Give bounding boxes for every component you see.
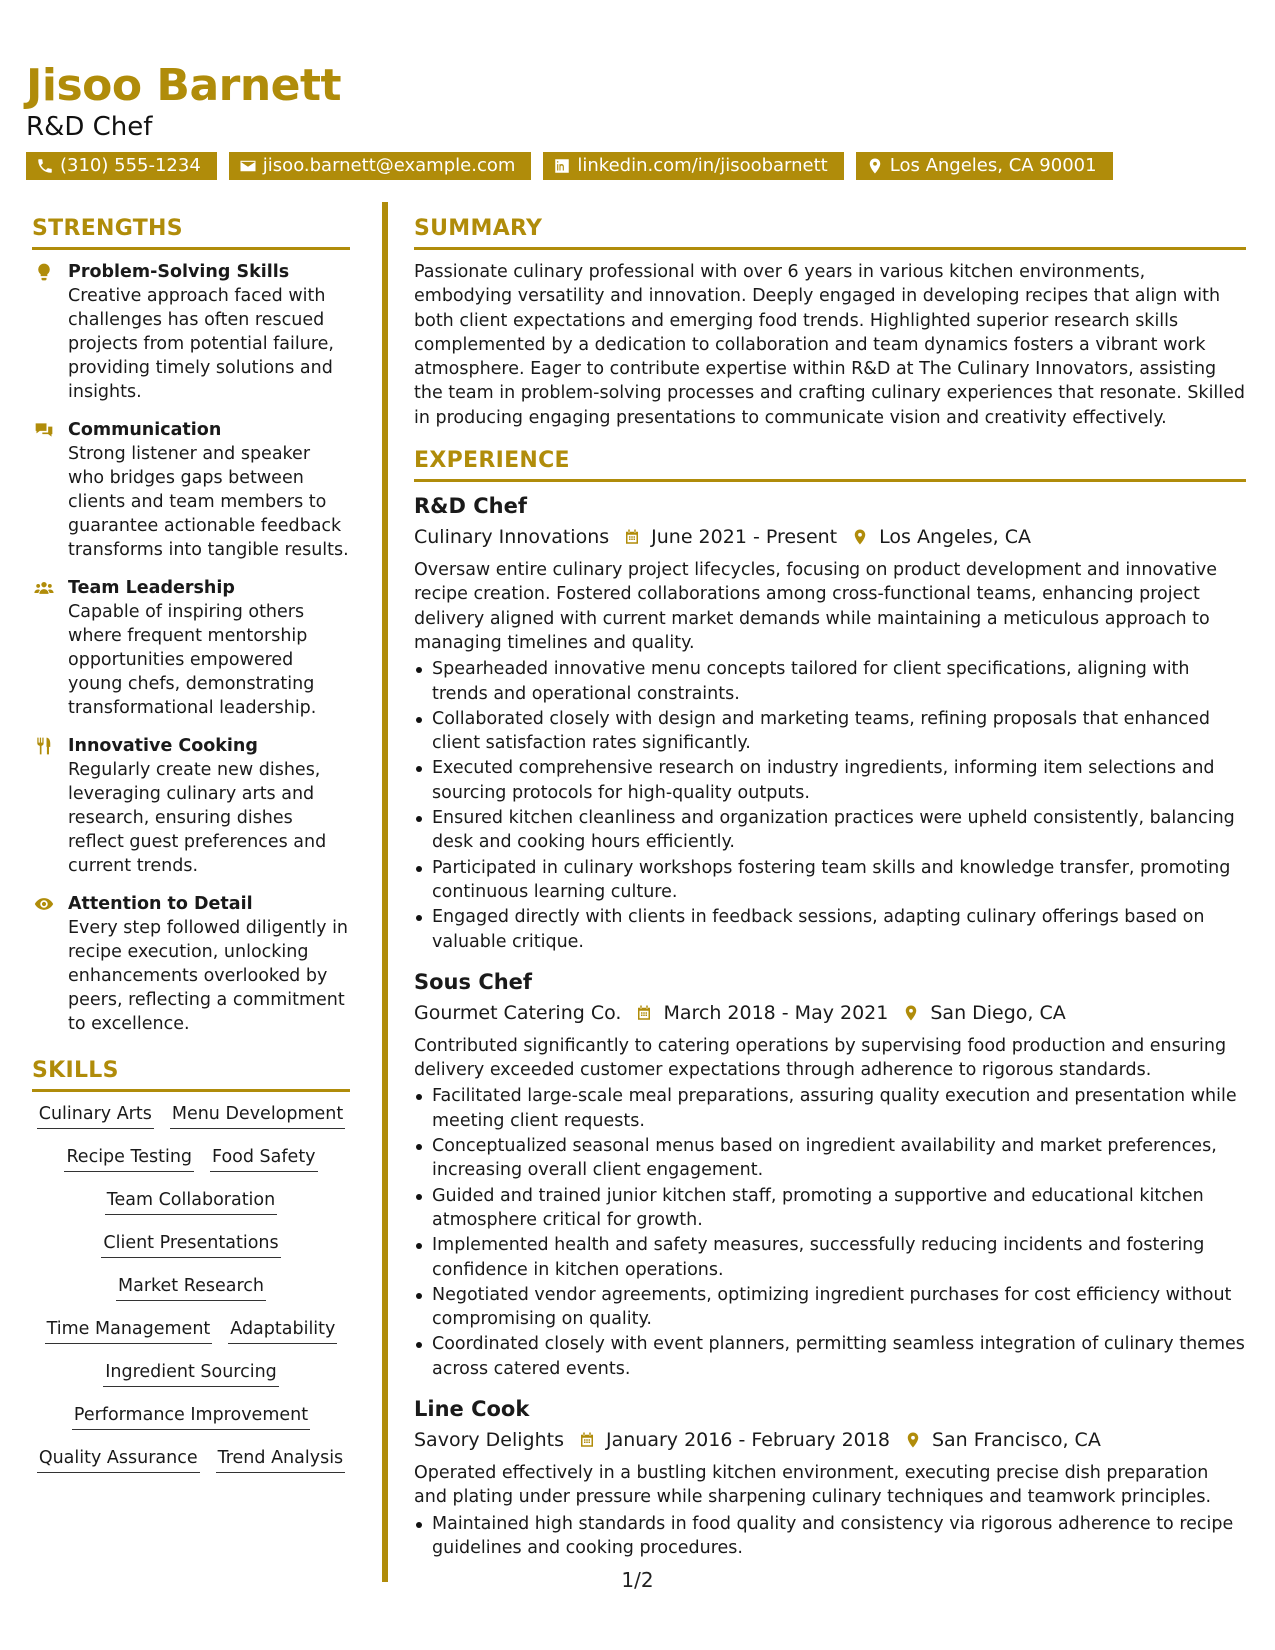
job-dates: January 2016 - February 2018	[606, 1428, 890, 1451]
contact-email[interactable]	[229, 152, 532, 180]
strength-desc: Every step followed diligently in recipe execution, unlocking enhancements overlooked by peers, reflecting a commitment to excellence.	[68, 918, 349, 1034]
job-role: R&D Chef	[414, 494, 527, 519]
job-location: Los Angeles, CA	[879, 526, 1031, 549]
summary-text: Passionate culinary professional with over 6 years in various kitchen environments, embodying versatility and innovation. Deeply engaged in developing recipes that align with both client expectations and emerging food trends. Highlighted superior research skills complemented by a dedication to collaboration and team dynamics fosters a vibrant work atmosphere. Eager to contribute expertise within R&D at The Culinary Innovators, assisting the team in problem-solving processes and crafting culinary experiences that resonate. Skilled in producing engaging presentations to communicate vision and creativity effectively.	[414, 262, 1246, 428]
skill-tag: Menu Development	[170, 1102, 345, 1129]
strength-title: Team Leadership	[68, 578, 235, 598]
summary-heading: SUMMARY	[414, 216, 1246, 250]
location-pin-icon	[904, 1431, 922, 1449]
skill-tag: Culinary Arts	[37, 1102, 154, 1129]
job-location: San Francisco, CA	[931, 1428, 1101, 1451]
contact-location-text: Los Angeles, CA 90001	[889, 155, 1097, 176]
job-bullet: Coordinated closely with event planners, permitting seamless integration of culinary themes across catered events.	[414, 1332, 1246, 1381]
strength-title: Problem-Solving Skills	[68, 262, 290, 282]
job-bullet: Maintained high standards in food quality and consistency via rigorous adherence to recipe guidelines and cooking procedures.	[414, 1512, 1246, 1561]
strength-item	[32, 892, 350, 1036]
contact-phone-text: (310) 555-1234	[60, 155, 201, 176]
skills-heading: SKILLS	[32, 1058, 350, 1092]
job-bullets	[414, 1084, 1246, 1381]
phone-icon	[36, 157, 54, 175]
job-role: Line Cook	[414, 1396, 530, 1421]
job-bullet: Collaborated closely with design and marketing teams, refining proposals that enhanced client satisfaction rates significantly.	[414, 707, 1246, 756]
job-location: San Diego, CA	[930, 1001, 1066, 1024]
envelope-icon	[239, 157, 257, 175]
skill-tag: Market Research	[116, 1274, 266, 1301]
skill-tag: Quality Assurance	[37, 1446, 200, 1473]
eye-icon	[34, 894, 54, 914]
skill-tag: Performance Improvement	[72, 1403, 310, 1430]
contact-location	[856, 152, 1113, 180]
lightbulb-icon	[34, 262, 54, 282]
job-bullet: Executed comprehensive research on industry ingredients, informing item selections and sourcing protocols for high-quality outputs.	[414, 756, 1246, 805]
contact-phone[interactable]	[26, 152, 217, 180]
candidate-title: R&D Chef	[26, 112, 153, 142]
strength-desc: Creative approach faced with challenges has often rescued projects from potential failure, providing timely solutions and insights.	[68, 286, 334, 402]
job-bullets	[414, 1512, 1246, 1561]
job-bullets	[414, 657, 1246, 954]
experience-entry	[414, 492, 1246, 954]
utensils-icon	[34, 736, 54, 756]
strength-desc: Strong listener and speaker who bridges gaps between clients and team members to guarantee actionable feedback transforms into tangible results.	[68, 444, 349, 560]
left-column	[32, 216, 350, 1489]
strength-title: Communication	[68, 420, 222, 440]
page-number: 1/2	[621, 1568, 654, 1592]
job-bullet: Engaged directly with clients in feedback sessions, adapting culinary offerings based on valuable critique.	[414, 905, 1246, 954]
candidate-name: Jisoo Barnett	[26, 60, 342, 111]
experience-heading: EXPERIENCE	[414, 448, 1246, 482]
job-role: Sous Chef	[414, 969, 533, 994]
job-company: Culinary Innovations	[414, 526, 610, 549]
location-pin-icon	[851, 528, 869, 546]
strength-desc: Regularly create new dishes, leveraging culinary arts and research, ensuring dishes reflect guest preferences and current trends.	[68, 760, 327, 876]
skill-tag: Food Safety	[210, 1145, 318, 1172]
contact-bar	[26, 152, 1113, 180]
skill-tag: Adaptability	[228, 1317, 337, 1344]
calendar-icon	[635, 1004, 653, 1022]
job-bullet: Participated in culinary workshops fostering team skills and knowledge transfer, promoting continuous learning culture.	[414, 856, 1246, 905]
skill-tag: Ingredient Sourcing	[103, 1360, 279, 1387]
job-description: Oversaw entire culinary project lifecycles, focusing on product development and innovative recipe creation. Fostered collaborations among cross-functional teams, enhancing project delivery aligned with current market demands while maintaining a meticulous approach to managing timelines and quality.	[414, 560, 1218, 653]
contact-email-text: jisoo.barnett@example.com	[262, 155, 516, 176]
strength-title: Attention to Detail	[68, 894, 253, 914]
strength-item	[32, 260, 350, 404]
right-column	[414, 216, 1246, 1561]
skill-tag: Time Management	[45, 1317, 213, 1344]
contact-linkedin-text: linkedin.com/in/jisoobarnett	[577, 155, 828, 176]
job-company: Savory Delights	[414, 1428, 564, 1451]
experience-entry	[414, 1395, 1246, 1560]
strength-item	[32, 418, 350, 562]
job-company: Gourmet Catering Co.	[414, 1001, 622, 1024]
users-icon	[34, 578, 54, 598]
calendar-icon	[578, 1431, 596, 1449]
location-pin-icon	[902, 1004, 920, 1022]
job-bullet: Ensured kitchen cleanliness and organization practices were upheld consistently, balancing desk and cooking hours efficiently.	[414, 806, 1246, 855]
job-bullet: Conceptualized seasonal menus based on ingredient availability and market preferences, increasing overall client engagement.	[414, 1134, 1246, 1183]
job-meta	[414, 998, 1246, 1028]
experience-entry	[414, 968, 1246, 1381]
skills-list	[32, 1102, 350, 1473]
strengths-heading: STRENGTHS	[32, 216, 350, 250]
job-bullet: Facilitated large-scale meal preparations, assuring quality execution and presentation while meeting client requests.	[414, 1084, 1246, 1133]
calendar-icon	[623, 528, 641, 546]
strength-title: Innovative Cooking	[68, 736, 258, 756]
contact-linkedin[interactable]	[543, 152, 843, 180]
linkedin-icon	[553, 157, 571, 175]
skill-tag: Client Presentations	[101, 1231, 280, 1258]
job-meta	[414, 522, 1246, 552]
strength-item	[32, 734, 350, 878]
job-dates: March 2018 - May 2021	[663, 1001, 889, 1024]
job-bullet: Negotiated vendor agreements, optimizing ingredient purchases for cost efficiency without compromising on quality.	[414, 1283, 1246, 1332]
skill-tag: Team Collaboration	[105, 1188, 277, 1215]
strength-desc: Capable of inspiring others where frequent mentorship opportunities empowered young chefs, demonstrating transformational leadership.	[68, 602, 317, 718]
job-description: Operated effectively in a bustling kitchen environment, executing precise dish preparation and plating under pressure while sharpening culinary techniques and teamwork principles.	[414, 1462, 1212, 1508]
job-description: Contributed significantly to catering operations by supervising food production and ensuring delivery exceeded customer expectations through adherence to rigorous standards.	[414, 1035, 1227, 1081]
skill-tag: Recipe Testing	[64, 1145, 194, 1172]
job-dates: June 2021 - Present	[651, 526, 838, 549]
comments-icon	[34, 420, 54, 440]
job-bullet: Guided and trained junior kitchen staff, promoting a supportive and educational kitchen atmosphere critical for growth.	[414, 1184, 1246, 1233]
job-meta	[414, 1425, 1246, 1455]
column-divider	[382, 202, 388, 1582]
skill-tag: Trend Analysis	[216, 1446, 346, 1473]
location-pin-icon	[866, 157, 884, 175]
job-bullet: Implemented health and safety measures, successfully reducing incidents and fostering confidence in kitchen operations.	[414, 1233, 1246, 1282]
job-bullet: Spearheaded innovative menu concepts tailored for client specifications, aligning with trends and operational constraints.	[414, 657, 1246, 706]
strength-item	[32, 576, 350, 720]
